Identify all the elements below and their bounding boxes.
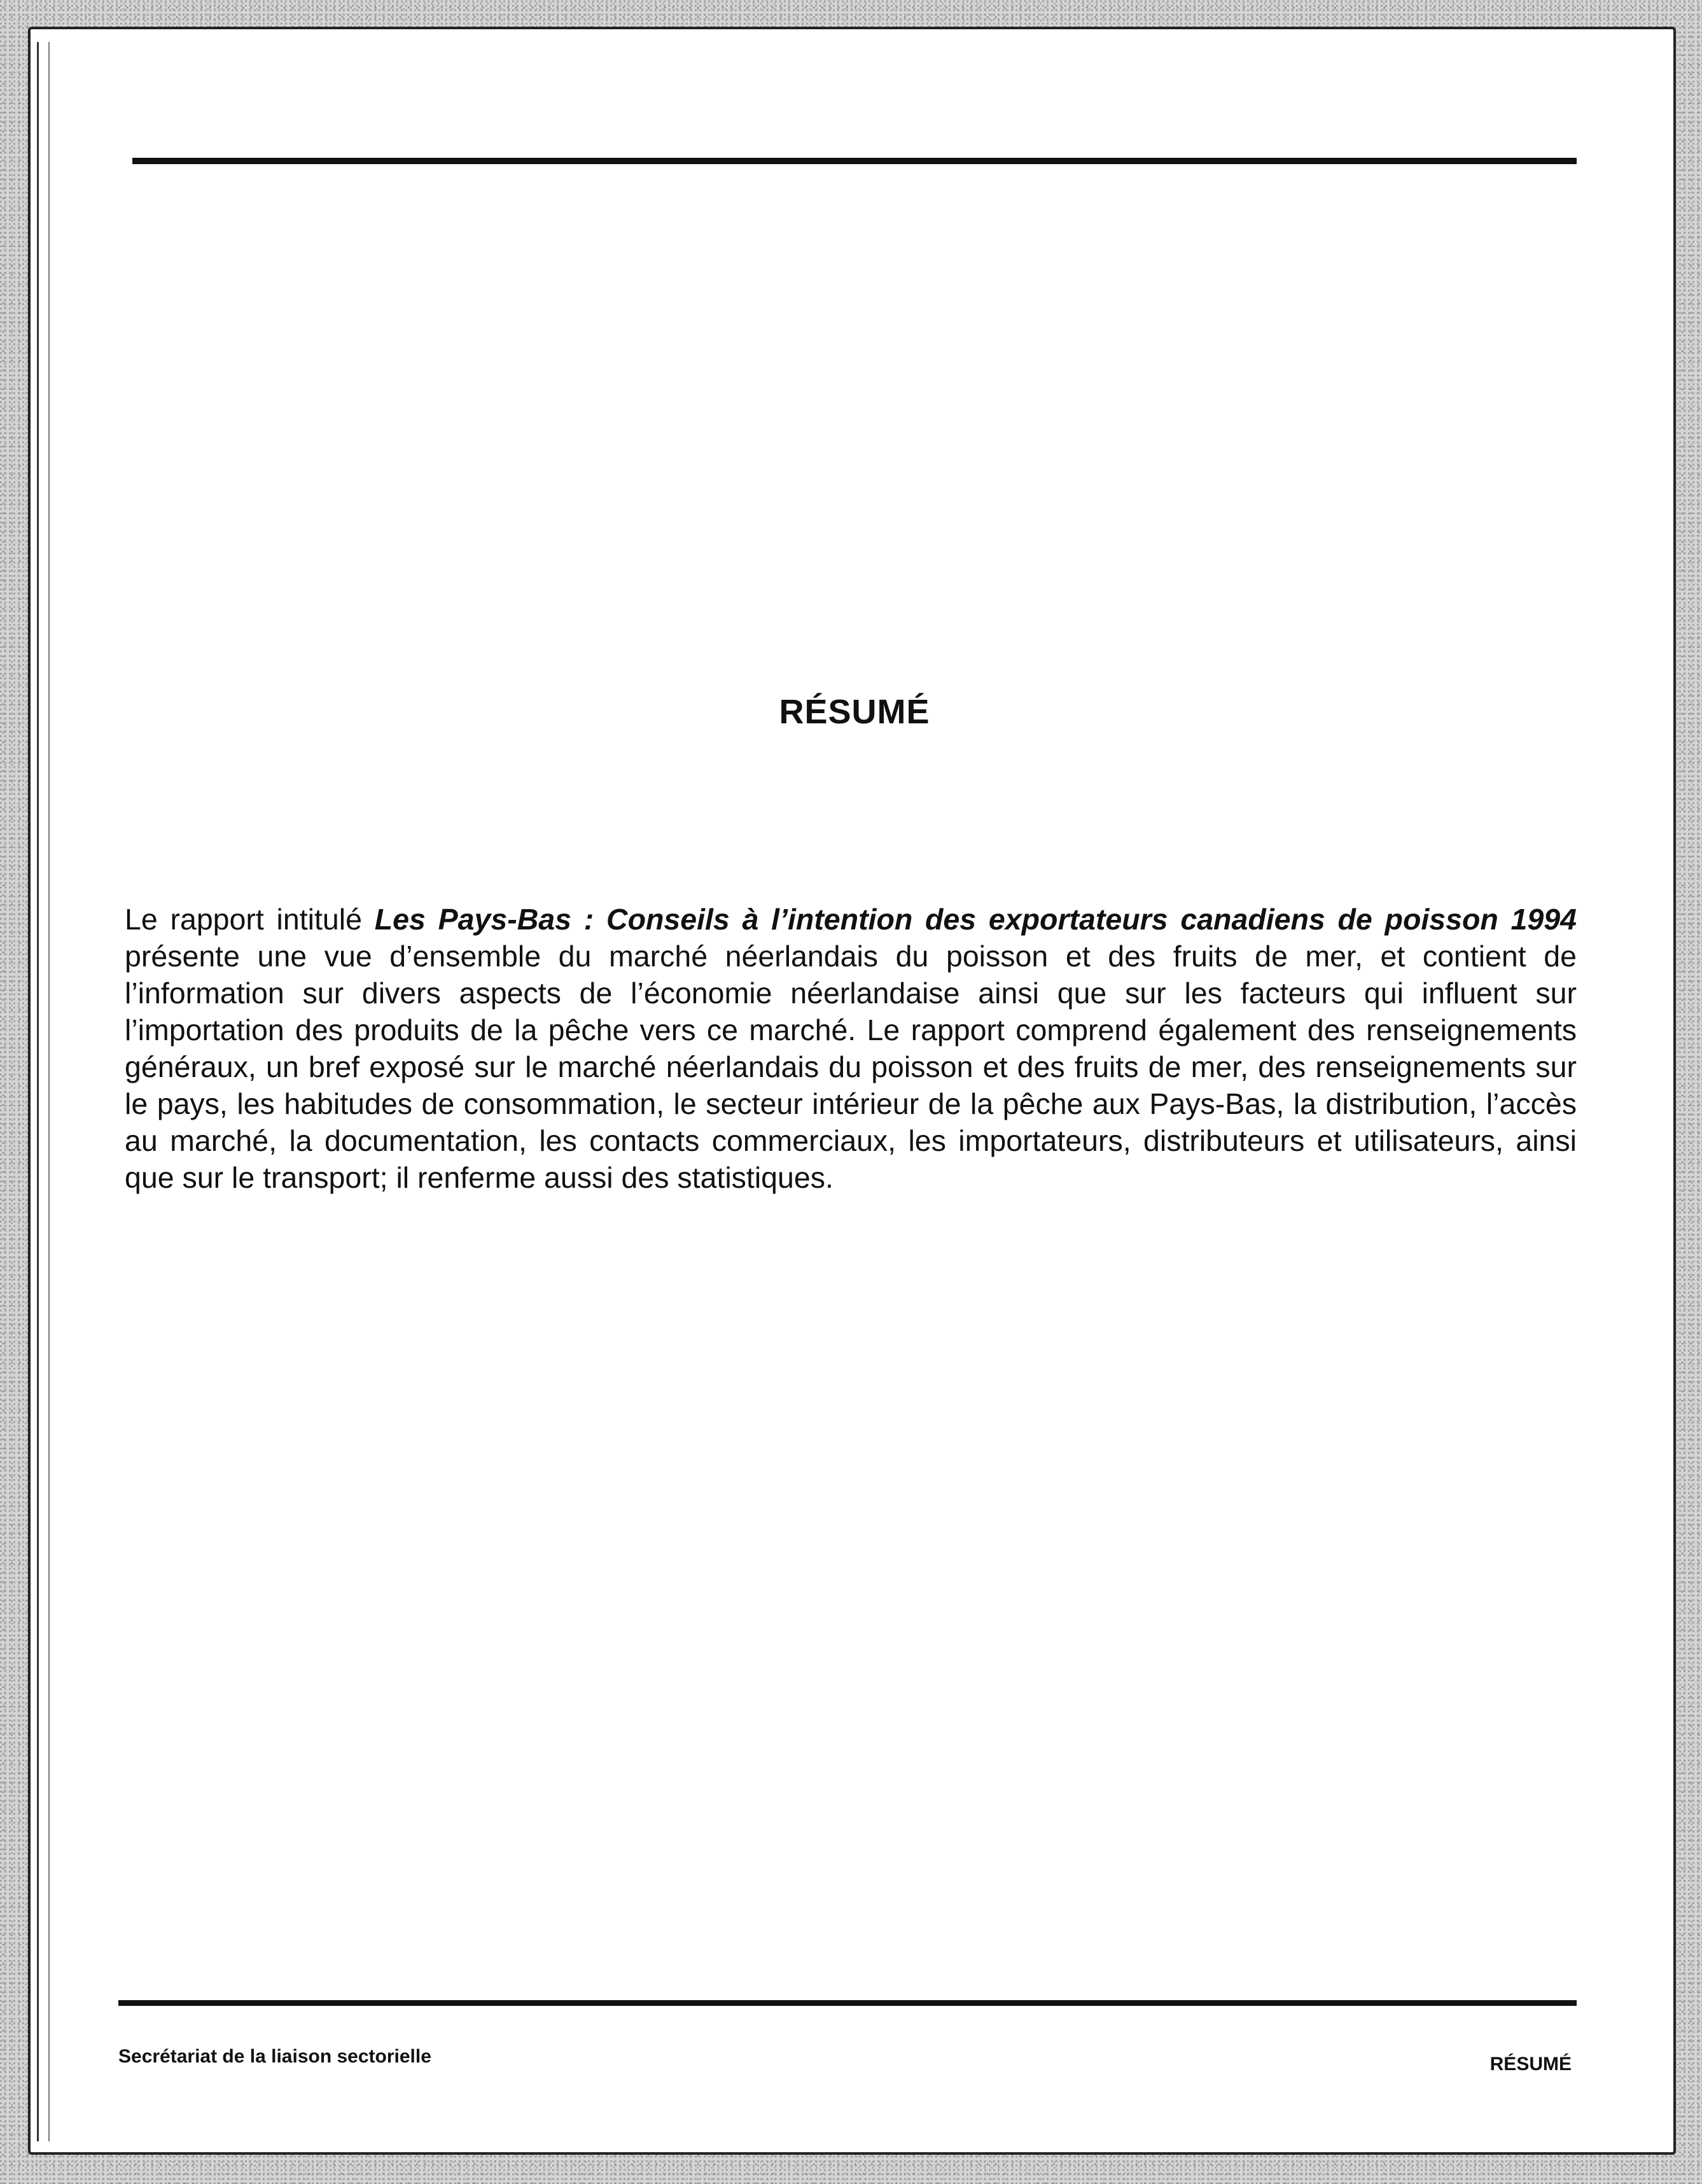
- binding-edge: [37, 42, 50, 2141]
- report-title: Les Pays-Bas : Conseils à l’intention des exportateurs canadiens de poisson 1994: [374, 903, 1577, 936]
- footer-section-label: RÉSUMÉ: [1489, 2054, 1572, 2075]
- header-rule: [132, 158, 1577, 164]
- summary-intro: Le rapport intitulé: [125, 903, 375, 936]
- footer-rule: [118, 2000, 1577, 2006]
- summary-text: présente une vue d’ensemble du marché néerlandais du poisson et des fruits de mer, et contient de l’information sur divers aspects de l’économie néerlandaise ainsi que sur les facteurs qui influent sur l’importation des produits de la pêche vers ce marché. Le rapport comprend également des renseignements généraux, un bref exposé sur le marché néerlandais du poisson et des fruits de mer, des renseignements sur le pays, les habitudes de consommation, le secteur intérieur de la pêche aux Pays-Bas, la distribution, l’accès au marché, la documentation, les contacts commerciaux, les importateurs, distributeurs et utilisateurs, ainsi que sur le transport; il renferme aussi des statistiques.: [125, 940, 1577, 1194]
- footer-organization: Secrétariat de la liaison sectorielle: [118, 2046, 431, 2067]
- summary-paragraph: [125, 901, 1577, 1196]
- document-page: [28, 27, 1676, 2155]
- page-title: RÉSUMÉ: [779, 693, 930, 731]
